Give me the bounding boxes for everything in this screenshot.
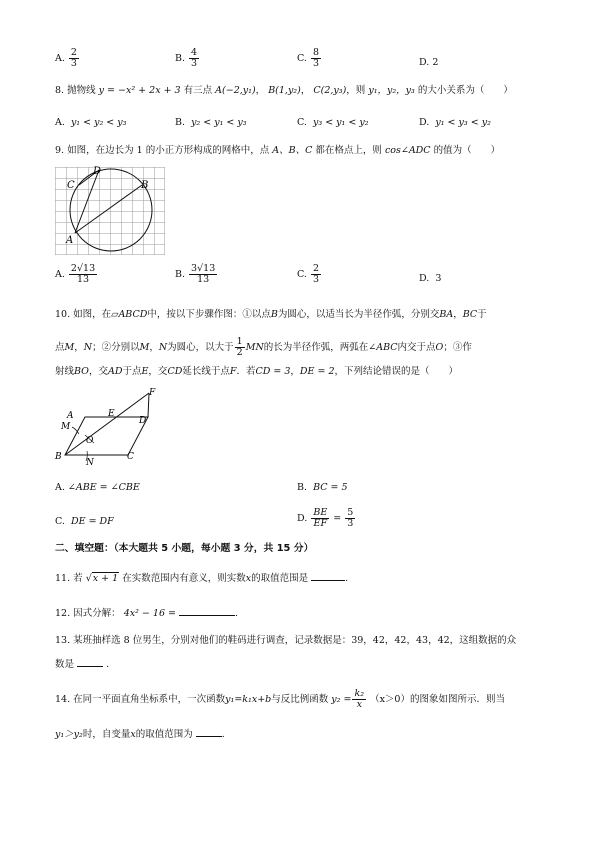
q9-label-d: D xyxy=(93,166,102,177)
q14-stem-line1: 14. 在同一平面直角坐标系中，一次函数y₁=k₁x+b与反比例函数 y₂ = $\frac{\text{k₂}}{x}$ （x＞0）的图象如图所示．则当 xyxy=(55,688,505,710)
q8-point-c: C(2,y₃) xyxy=(313,85,347,96)
q10-label-d: D xyxy=(139,416,147,426)
q10-option-d-rhs: $\frac{5}{3}$ xyxy=(347,507,354,529)
q10-stem-line3: 射线BO，交AD于点E，交CD延长线于点F．若CD = 3，DE = 2，下列结论错误的是（ ） xyxy=(55,366,459,377)
q10-label-c: C xyxy=(127,452,134,462)
q10-label-a: A xyxy=(67,411,74,421)
q10-option-a: A. ∠ABE = ∠CBE xyxy=(55,482,140,493)
q10-parallelogram xyxy=(65,417,148,455)
q12-stem: 12. 因式分解： 4x² − 16 = . xyxy=(55,605,238,620)
q10-label-o: O xyxy=(86,436,94,446)
q14-linear-function: y₁=k₁x+b xyxy=(225,693,272,705)
q9-circle xyxy=(70,169,152,251)
q12-expression: 4x² − 16 = xyxy=(123,608,176,619)
q9-label-b: B xyxy=(141,180,149,191)
q10-stem-line2: 点M，N；②分别以M，N为圆心，以大于 $\frac{1}{2}$ MN的长为半径作弧，两弧在∠ABC内交于点O；③作 xyxy=(55,336,472,358)
q8-option-a: A. y₁ < y₂ < y₃ xyxy=(55,117,127,128)
q8-equation: y = −x² + 2x + 3 xyxy=(98,85,181,96)
q9-expression: cos∠ADC xyxy=(384,145,431,156)
q11-stem: 11. 若 √x + 1 在实数范围内有意义，则实数x的取值范围是 . xyxy=(55,570,348,585)
q11-answer-blank[interactable] xyxy=(311,570,345,581)
q11-radical: √x + 1 xyxy=(85,573,119,584)
q8-option-b: B. y₂ < y₁ < y₃ xyxy=(175,117,247,128)
q13-stem-line1: 13. 某班抽样选 8 位男生，分别对他们的鞋码进行调查，记录数据是：39，42，42，43，42，这组数据的众 xyxy=(55,635,517,646)
q7-option-b-fraction: $\frac{4}{3}$ xyxy=(191,47,198,69)
q7-option-d: D. 2 xyxy=(419,57,439,68)
q7-option-a-fraction: $\frac{2}{3}$ xyxy=(70,47,77,69)
q9-option-b-fraction: $\frac{3√13}{13}$ xyxy=(191,263,216,285)
q9-grid-figure xyxy=(55,165,165,255)
q9-option-c: C. $\frac{2}{3}$ xyxy=(297,263,320,285)
q10-label-e: E xyxy=(108,409,115,419)
q10-stem-line1: 10. 如图，在▱ABCD中，按以下步骤作图：①以点B为圆心，以适当长为半径作弧，分别交BA，BC于 xyxy=(55,309,487,320)
q10-option-d: D. $\frac{BE}{EF}$ = $\frac{5}{3}$ xyxy=(297,507,354,529)
q10-label-b: B xyxy=(55,452,62,462)
q9-option-a: A. $\frac{2√13}{13}$ xyxy=(55,263,96,285)
q7-option-a: A. $\frac{2}{3}$ xyxy=(55,47,77,69)
q8-point-b: B(1,y₂) xyxy=(268,85,301,96)
q9-option-a-fraction: $\frac{2√13}{13}$ xyxy=(70,263,96,285)
q10-ray-bo xyxy=(65,393,149,455)
q10-parallelogram-figure xyxy=(52,385,162,470)
q7-option-b: B. $\frac{4}{3}$ xyxy=(175,47,198,69)
q9-segment-ab xyxy=(75,185,142,233)
q9-stem: 9. 如图，在边长为 1 的小正方形构成的网格中，点 A、B、C 都在格点上，则 cos∠ADC 的值为（ ） xyxy=(55,145,501,156)
q14-stem-line2: y₁＞y₂时，自变量x的取值范围为 . xyxy=(55,726,225,741)
q8-stem: 8. 抛物线 y = −x² + 2x + 3 有三点 A(−2,y₁)， B(1,y₂)， C(2,y₃)，则 y₁，y₂，y₃ 的大小关系为（ ） xyxy=(55,85,513,96)
q9-option-c-fraction: $\frac{2}{3}$ xyxy=(312,263,320,285)
q12-answer-blank[interactable] xyxy=(179,605,235,616)
q10-label-f: F xyxy=(149,388,156,398)
q10-label-m: M xyxy=(61,422,71,432)
q14-answer-blank[interactable] xyxy=(196,726,222,737)
q7-option-c: C. $\frac{8}{3}$ xyxy=(297,47,320,69)
q8-option-d: D. y₁ < y₃ < y₂ xyxy=(419,117,491,128)
q9-option-d: D. 3 xyxy=(419,273,442,284)
q8-point-a: A(−2,y₁) xyxy=(215,85,256,96)
q8-option-c: C. y₃ < y₁ < y₂ xyxy=(297,117,369,128)
q9-label-c: C xyxy=(67,180,75,191)
q13-stem-line2: 数是 . xyxy=(55,656,109,671)
q10-option-b: B. BC = 5 xyxy=(297,482,348,493)
q7-option-c-fraction: $\frac{8}{3}$ xyxy=(312,47,320,69)
section-title-fill-in: 二、填空题：（本大题共 5 小题，每小题 3 分，共 15 分） xyxy=(55,543,314,554)
q14-inverse-fraction: $\frac{\text{k₂}}{x}$ xyxy=(354,688,365,710)
q9-label-a: A xyxy=(66,235,74,246)
q9-option-b: B. $\frac{3√13}{13}$ xyxy=(175,263,216,285)
q13-answer-blank[interactable] xyxy=(77,656,103,667)
q10-label-n: N xyxy=(86,458,94,468)
q10-option-d-lhs: $\frac{BE}{EF}$ xyxy=(313,507,328,529)
q10-option-c: C. DE = DF xyxy=(55,516,114,527)
